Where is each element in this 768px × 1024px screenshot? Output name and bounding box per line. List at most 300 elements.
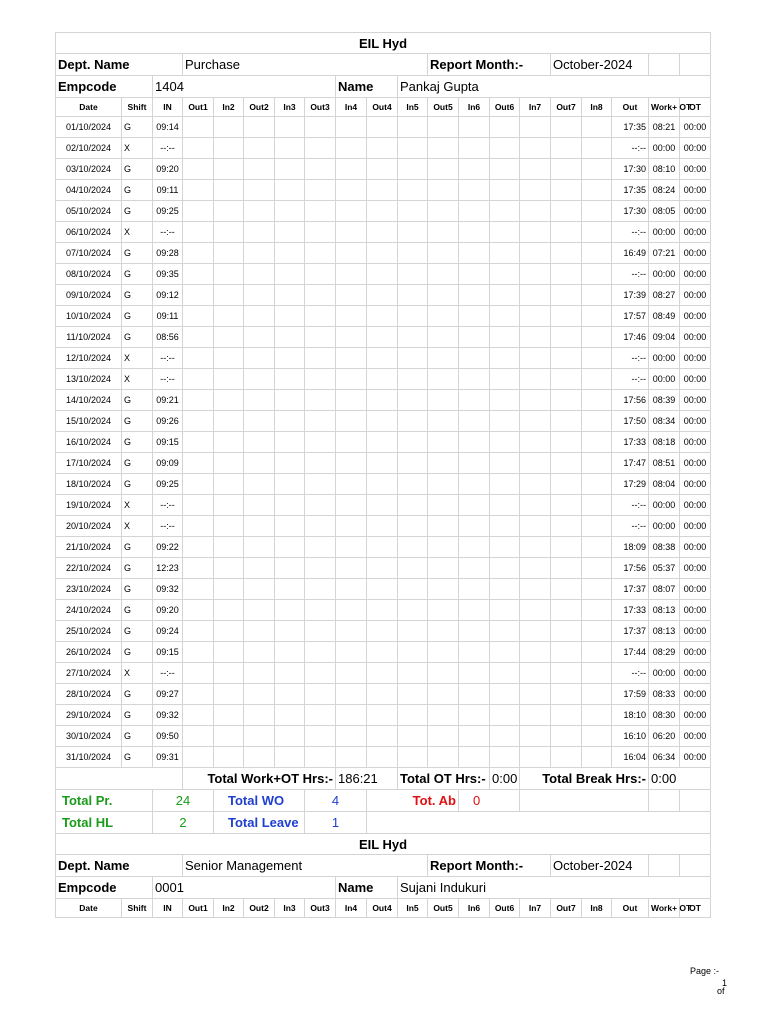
empty-cell [428,201,459,222]
empty-cell [551,558,582,579]
empty-cell [582,411,612,432]
empty-cell [305,180,336,201]
date-cell: 06/10/2024 [56,222,122,243]
empty-cell [428,348,459,369]
empty-cell [336,222,367,243]
out-cell: 17:29 [612,474,649,495]
empty-cell [214,516,244,537]
column-header: In3 [275,98,305,117]
empty-cell [305,684,336,705]
empty-cell [275,684,305,705]
empty-cell [551,306,582,327]
in-cell: 09:22 [153,537,183,558]
column-header: Out6 [490,98,520,117]
out-cell: 17:30 [612,159,649,180]
empty-cell [183,327,214,348]
in-cell: --:-- [153,222,183,243]
out-cell: 17:37 [612,621,649,642]
dept-label: Dept. Name [56,855,183,877]
empty-cell [214,579,244,600]
in-cell: 09:50 [153,726,183,747]
empty-cell [183,117,214,138]
total-ot-label: Total OT Hrs:- [398,768,490,790]
empty-cell [551,264,582,285]
empty-cell [214,642,244,663]
work-ot-cell: 08:29 [649,642,680,663]
empty-cell [367,138,398,159]
empty-cell [305,453,336,474]
empty-cell [459,180,490,201]
column-header: In5 [398,899,428,918]
total-absent-label: Tot. Ab [367,790,459,812]
empty-cell [275,474,305,495]
shift-cell: G [122,264,153,285]
empty-cell [367,306,398,327]
empty-cell [336,558,367,579]
empty-cell [459,453,490,474]
empty-cell [551,222,582,243]
empty-cell [459,390,490,411]
empty-cell [244,642,275,663]
column-header-row [56,98,711,117]
empty-cell [367,453,398,474]
column-header: In7 [520,899,551,918]
empty-cell [459,474,490,495]
column-header: Shift [122,98,153,117]
empty-cell [398,222,428,243]
empty-cell [244,663,275,684]
empty-cell [367,726,398,747]
empty-cell [428,747,459,768]
empty-cell [582,369,612,390]
shift-cell: G [122,684,153,705]
empty-cell [520,579,551,600]
empty-cell [305,138,336,159]
empty-cell [305,390,336,411]
empty-cell [305,432,336,453]
work-ot-cell: 08:49 [649,306,680,327]
empty-cell [582,705,612,726]
empty-cell [305,264,336,285]
dept-label: Dept. Name [56,54,183,76]
out-cell: 17:44 [612,642,649,663]
date-cell: 08/10/2024 [56,264,122,285]
empty-cell [551,201,582,222]
out-cell: --:-- [612,516,649,537]
empty-cell [459,537,490,558]
empty-cell [367,621,398,642]
empty-cell [305,600,336,621]
empty-cell [582,558,612,579]
empty-cell [428,306,459,327]
date-cell: 23/10/2024 [56,579,122,600]
date-cell: 20/10/2024 [56,516,122,537]
ot-cell: 00:00 [680,516,711,537]
empty-cell [275,222,305,243]
summary-row [56,812,711,834]
empty-cell [490,684,520,705]
out-cell: 17:47 [612,453,649,474]
empty-cell [275,369,305,390]
out-cell: 16:04 [612,747,649,768]
ot-cell: 00:00 [680,621,711,642]
empty-cell [275,285,305,306]
empty-cell [336,348,367,369]
date-cell: 28/10/2024 [56,684,122,705]
employee-name: Pankaj Gupta [398,76,711,98]
empty-cell [520,558,551,579]
empty-cell [428,390,459,411]
empty-cell [214,117,244,138]
empty-cell [520,600,551,621]
work-ot-cell: 00:00 [649,663,680,684]
empty-cell [183,285,214,306]
shift-cell: G [122,621,153,642]
work-ot-cell: 08:04 [649,474,680,495]
totals-row [56,768,711,790]
empty-cell [183,621,214,642]
in-cell: 09:27 [153,684,183,705]
date-cell: 01/10/2024 [56,117,122,138]
empty-cell [551,327,582,348]
empty-cell [398,474,428,495]
date-cell: 17/10/2024 [56,453,122,474]
ot-cell: 00:00 [680,222,711,243]
empty-cell [582,306,612,327]
empty-cell [244,495,275,516]
table-row [56,642,711,663]
in-cell: 09:26 [153,411,183,432]
column-header: Out3 [305,899,336,918]
empty-cell [183,369,214,390]
empty-cell [490,558,520,579]
empty-cell [582,747,612,768]
empty-cell [551,747,582,768]
ot-cell: 00:00 [680,117,711,138]
empty-cell [183,411,214,432]
empty-cell [367,117,398,138]
empty-cell [367,390,398,411]
in-cell: 09:20 [153,159,183,180]
empty-cell [490,747,520,768]
empty-cell [428,432,459,453]
empty-cell [428,726,459,747]
out-cell: --:-- [612,138,649,159]
empty-cell [244,600,275,621]
empty-cell [398,432,428,453]
empty-cell [336,327,367,348]
empty-cell [520,348,551,369]
work-ot-cell: 07:21 [649,243,680,264]
date-cell: 05/10/2024 [56,201,122,222]
empty-cell [428,117,459,138]
empty-cell [214,285,244,306]
empty-cell [398,180,428,201]
in-cell: 09:09 [153,453,183,474]
table-row [56,138,711,159]
empty-cell [551,642,582,663]
empty-cell [214,558,244,579]
empty-cell [398,726,428,747]
empty-cell [459,726,490,747]
ot-cell: 00:00 [680,579,711,600]
ot-cell: 00:00 [680,348,711,369]
work-ot-cell: 06:20 [649,726,680,747]
empty-cell [490,306,520,327]
date-cell: 19/10/2024 [56,495,122,516]
column-header: In8 [582,98,612,117]
in-cell: 09:15 [153,432,183,453]
empty-cell [336,642,367,663]
empty-cell [305,642,336,663]
report-month-label: Report Month:- [428,855,551,877]
empty-cell [459,369,490,390]
column-header: In8 [582,899,612,918]
empty-cell [275,705,305,726]
empty-cell [490,264,520,285]
out-cell: --:-- [612,495,649,516]
total-wo-label: Total WO [214,790,305,812]
empty-cell [244,306,275,327]
empty-cell [398,285,428,306]
out-cell: 17:37 [612,579,649,600]
empty-cell [367,495,398,516]
empty-cell [367,243,398,264]
empty-cell [459,348,490,369]
empty-cell [459,285,490,306]
empty-cell [305,201,336,222]
empty-cell [214,411,244,432]
ot-cell: 00:00 [680,684,711,705]
empty-cell [275,306,305,327]
ot-cell: 00:00 [680,180,711,201]
empty-cell [551,474,582,495]
empty-cell [275,747,305,768]
empty-cell [183,138,214,159]
empty-cell [490,453,520,474]
table-row [56,453,711,474]
empty-cell [305,411,336,432]
empty-cell [490,117,520,138]
table-row [56,516,711,537]
in-cell: 09:11 [153,180,183,201]
empty-cell [367,642,398,663]
empty-cell [582,243,612,264]
empty-cell [398,264,428,285]
name-label: Name [336,76,398,98]
empty-cell [398,348,428,369]
empty-cell [490,642,520,663]
total-wo-value: 4 [305,790,367,812]
empty-cell [214,306,244,327]
empty-cell [459,579,490,600]
empty-cell [336,474,367,495]
total-hl-value: 2 [153,812,214,834]
table-row [56,264,711,285]
empty-cell [520,537,551,558]
empty-cell [244,264,275,285]
empty-cell [551,432,582,453]
empty-cell [520,747,551,768]
in-cell: 09:11 [153,306,183,327]
ot-cell: 00:00 [680,285,711,306]
empty-cell [398,243,428,264]
empty-cell [520,390,551,411]
in-cell: --:-- [153,663,183,684]
column-header: Out [612,98,649,117]
empty-cell [183,264,214,285]
shift-cell: G [122,285,153,306]
empty-cell [244,516,275,537]
work-ot-cell: 08:27 [649,285,680,306]
ot-cell: 00:00 [680,390,711,411]
attendance-sheet [55,32,711,918]
out-cell: 17:35 [612,180,649,201]
date-cell: 15/10/2024 [56,411,122,432]
out-cell: 17:57 [612,306,649,327]
table-row [56,621,711,642]
empty-cell [183,453,214,474]
empty-cell [428,411,459,432]
work-ot-cell: 08:30 [649,705,680,726]
empty-cell [367,285,398,306]
out-cell: 16:10 [612,726,649,747]
empty-cell [244,348,275,369]
empty-cell [244,159,275,180]
empty-cell [398,747,428,768]
empty-cell [183,201,214,222]
work-ot-cell: 00:00 [649,138,680,159]
empty-cell [336,180,367,201]
work-ot-cell: 06:34 [649,747,680,768]
column-header: In5 [398,98,428,117]
empty-cell [336,705,367,726]
table-row [56,201,711,222]
table-row [56,558,711,579]
ot-cell: 00:00 [680,474,711,495]
empty-cell [367,558,398,579]
empty-cell [428,453,459,474]
empty-cell [490,726,520,747]
total-present-value: 24 [153,790,214,812]
shift-cell: G [122,642,153,663]
empty-cell [214,243,244,264]
empty-cell [305,306,336,327]
empty-cell [551,159,582,180]
name-label: Name [336,877,398,899]
empty-cell [367,537,398,558]
empty-cell [183,180,214,201]
out-cell: 17:59 [612,684,649,705]
empty-cell [183,663,214,684]
empty-cell [336,159,367,180]
ot-cell: 00:00 [680,747,711,768]
empty-cell [183,642,214,663]
empty-cell [582,516,612,537]
out-cell: 17:30 [612,201,649,222]
shift-cell: G [122,558,153,579]
empty-cell [275,180,305,201]
empty-cell [520,180,551,201]
empty-cell [582,201,612,222]
total-present-label: Total Pr. [56,790,153,812]
empty-cell [398,579,428,600]
empty-cell [551,579,582,600]
empty-cell [428,663,459,684]
column-header: Out3 [305,98,336,117]
empty-cell [520,621,551,642]
empty-cell [520,264,551,285]
empty-cell [305,726,336,747]
column-header: In4 [336,899,367,918]
ot-cell: 00:00 [680,705,711,726]
empty-cell [398,411,428,432]
ot-cell: 00:00 [680,726,711,747]
empty-cell [398,327,428,348]
empty-cell [367,201,398,222]
empty-cell [367,411,398,432]
empty-cell [336,621,367,642]
empty-cell [244,222,275,243]
empty-cell [582,537,612,558]
work-ot-cell: 00:00 [649,369,680,390]
empty-cell [520,159,551,180]
in-cell: 09:32 [153,705,183,726]
empty-cell [275,117,305,138]
shift-cell: G [122,327,153,348]
empty-cell [367,432,398,453]
empty-cell [275,411,305,432]
work-ot-cell: 05:37 [649,558,680,579]
empty-cell [214,705,244,726]
empty-cell [275,663,305,684]
empty-cell [520,495,551,516]
empty-cell [490,180,520,201]
empty-cell [490,432,520,453]
column-header: In7 [520,98,551,117]
total-ot-value: 0:00 [490,768,520,790]
empty-cell [183,558,214,579]
empty-cell [520,453,551,474]
table-row [56,495,711,516]
empty-cell [367,663,398,684]
empty-cell [244,726,275,747]
shift-cell: G [122,390,153,411]
empty-cell [244,243,275,264]
empty-cell [367,264,398,285]
out-cell: --:-- [612,348,649,369]
employee-name: Sujani Indukuri [398,877,711,899]
ot-cell: 00:00 [680,369,711,390]
empty-cell [428,285,459,306]
empty-cell [520,705,551,726]
shift-cell: X [122,663,153,684]
empty-cell [398,537,428,558]
out-cell: 17:33 [612,600,649,621]
empty-cell [428,558,459,579]
shift-cell: G [122,306,153,327]
empty-cell [244,327,275,348]
empty-cell [244,117,275,138]
empty-cell [183,705,214,726]
shift-cell: G [122,159,153,180]
empty-cell [428,264,459,285]
empty-cell [244,684,275,705]
empty-cell [183,516,214,537]
dept-value: Senior Management [183,855,428,877]
empty-cell [244,180,275,201]
empty-cell [275,642,305,663]
